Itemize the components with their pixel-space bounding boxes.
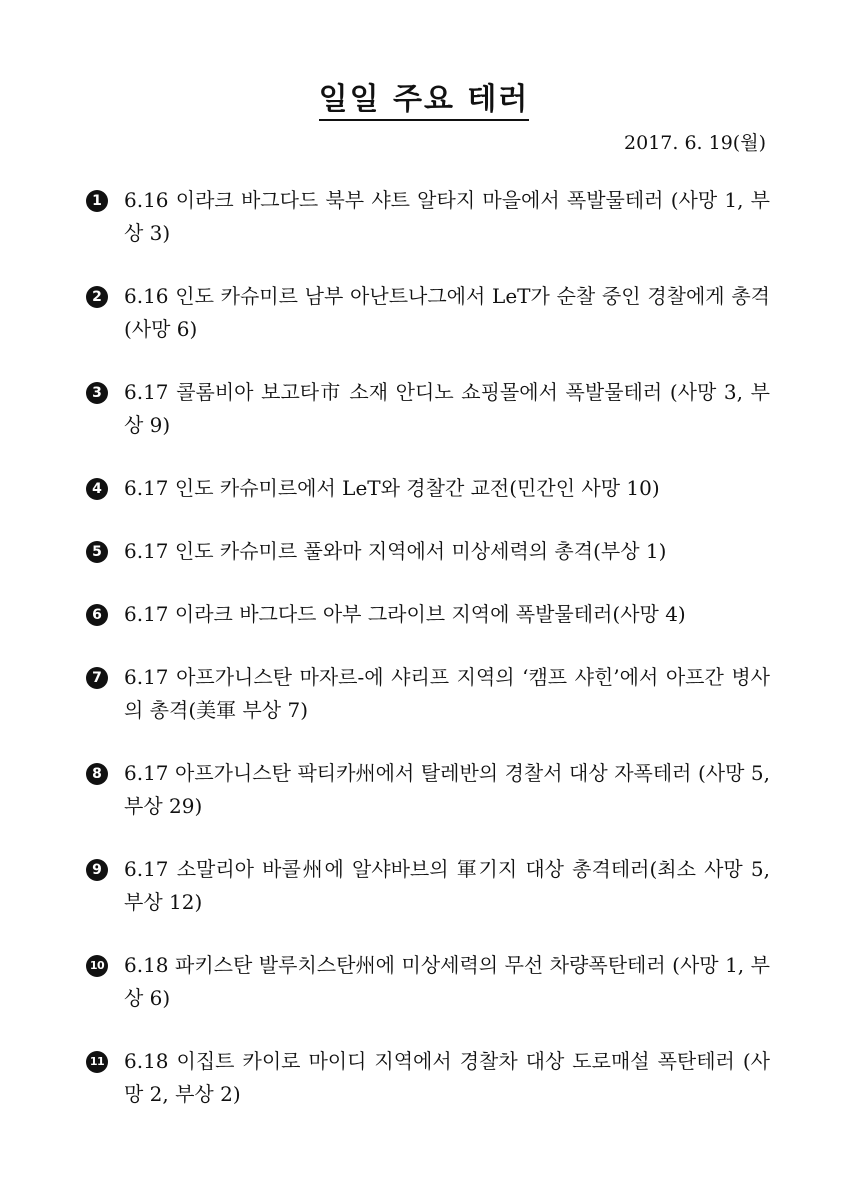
item-text: 6.18 파키스탄 발루치스탄州에 미상세력의 무선 차량폭탄테러 (사망 1, 부상 6) <box>124 953 770 1010</box>
item-text: 6.18 이집트 카이로 마이디 지역에서 경찰차 대상 도로매설 폭탄테러 (사망 2, 부상 2) <box>124 1049 770 1106</box>
item-text: 6.17 콜롬비아 보고타市 소재 안디노 쇼핑몰에서 폭발물테러 (사망 3, 부상 9) <box>124 380 770 437</box>
list-item <box>86 757 770 823</box>
list-item <box>86 535 770 568</box>
item-text: 6.16 인도 카슈미르 남부 아난트나그에서 LeT가 순찰 중인 경찰에게 총격(사망 6) <box>124 284 770 341</box>
item-text: 6.17 아프가니스탄 마자르-에 샤리프 지역의 ‘캠프 샤힌’에서 아프간 병사의 총격(美軍 부상 7) <box>124 665 770 722</box>
page-title <box>0 74 848 118</box>
list-item <box>86 598 770 631</box>
item-number-badge: 8 <box>86 763 108 785</box>
item-number-badge: 6 <box>86 604 108 626</box>
list-item <box>86 472 770 505</box>
item-number-badge: 4 <box>86 478 108 500</box>
item-number-badge: 3 <box>86 382 108 404</box>
list-item <box>86 1045 770 1111</box>
list-item <box>86 949 770 1015</box>
item-number-badge: 11 <box>86 1051 108 1073</box>
item-text: 6.17 인도 카슈미르 풀와마 지역에서 미상세력의 총격(부상 1) <box>124 539 667 563</box>
list-item <box>86 661 770 727</box>
list-item <box>86 376 770 442</box>
item-number-badge: 5 <box>86 541 108 563</box>
page-title-text: 일일 주요 테러 <box>319 82 530 121</box>
report-date: 2017. 6. 19(월) <box>624 132 766 154</box>
item-text: 6.17 아프가니스탄 팍티카州에서 탈레반의 경찰서 대상 자폭테러 (사망 5, 부상 29) <box>124 761 770 818</box>
list-item <box>86 853 770 919</box>
list-item <box>86 184 770 250</box>
item-number-badge: 2 <box>86 286 108 308</box>
incident-list <box>86 184 770 1141</box>
item-number-badge: 10 <box>86 955 108 977</box>
item-text: 6.17 인도 카슈미르에서 LeT와 경찰간 교전(민간인 사망 10) <box>124 476 660 500</box>
list-item <box>86 280 770 346</box>
item-number-badge: 1 <box>86 190 108 212</box>
item-text: 6.16 이라크 바그다드 북부 샤트 알타지 마을에서 폭발물테러 (사망 1, 부상 3) <box>124 188 770 245</box>
item-number-badge: 7 <box>86 667 108 689</box>
item-number-badge: 9 <box>86 859 108 881</box>
item-text: 6.17 이라크 바그다드 아부 그라이브 지역에 폭발물테러(사망 4) <box>124 602 686 626</box>
item-text: 6.17 소말리아 바콜州에 알샤바브의 軍기지 대상 총격테러(최소 사망 5, 부상 12) <box>124 857 770 914</box>
